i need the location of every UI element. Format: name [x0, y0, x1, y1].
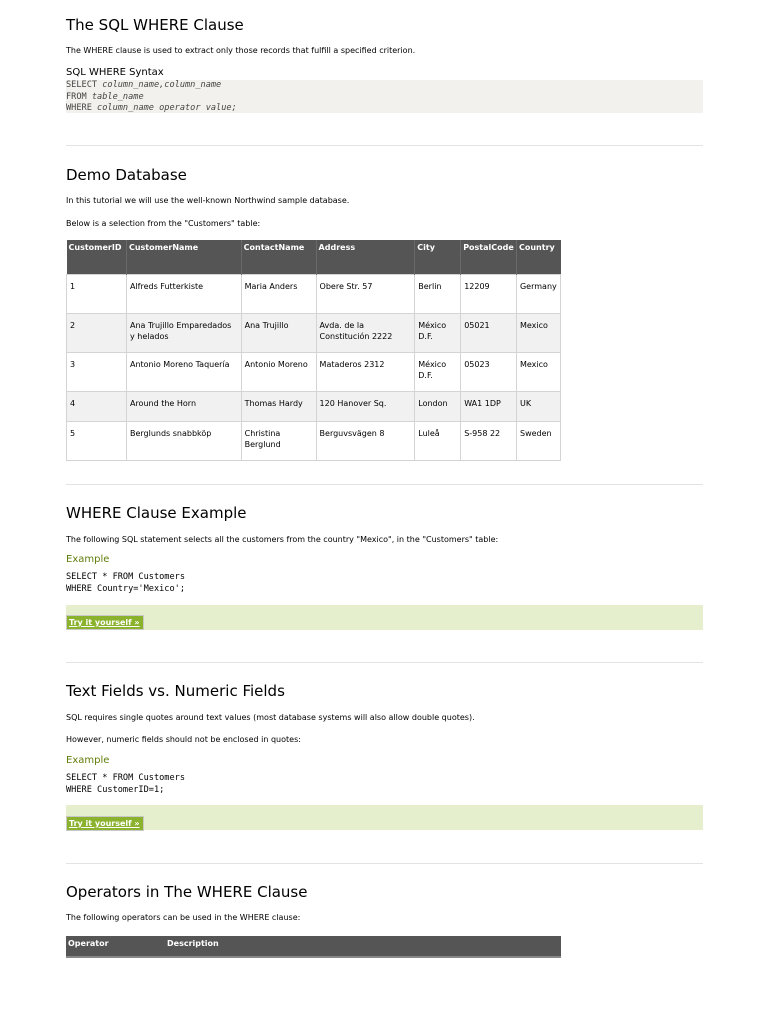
- table-row: [67, 391, 561, 421]
- page-title: The SQL WHERE Clause: [66, 16, 244, 34]
- try-it-bar: [66, 605, 703, 630]
- table-cell: Mexico: [516, 313, 560, 352]
- code-line: SELECT * FROM Customers: [66, 773, 185, 783]
- table-cell: London: [415, 391, 461, 421]
- table-cell: 2: [67, 313, 127, 352]
- table-cell: Berlin: [415, 274, 461, 313]
- syntax-line-from: [66, 92, 703, 104]
- syntax-keyword: FROM: [66, 91, 92, 102]
- table-cell: 3: [67, 352, 127, 391]
- syntax-box: [66, 80, 703, 113]
- column-header: CustomerID: [67, 240, 127, 274]
- table-cell: Obere Str. 57: [316, 274, 415, 313]
- example-code-block: [66, 773, 185, 796]
- column-header: Operator: [66, 936, 165, 957]
- syntax-keyword: WHERE: [66, 103, 98, 113]
- code-line: WHERE CustomerID=1;: [66, 784, 165, 795]
- syntax-label: SQL WHERE Syntax: [66, 67, 164, 78]
- table-cell: Mexico: [516, 352, 560, 391]
- code-line: WHERE Country='Mexico';: [66, 583, 185, 594]
- table-cell: Ana Trujillo Emparedados y helados: [126, 313, 241, 352]
- demo-text-2: Below is a selection from the "Customers" table:: [66, 219, 261, 228]
- table-row: [67, 352, 561, 391]
- table-cell: Mataderos 2312: [316, 352, 415, 391]
- text-numeric-heading: Text Fields vs. Numeric Fields: [66, 682, 285, 700]
- where-example-heading: WHERE Clause Example: [66, 504, 247, 522]
- table-row: [67, 421, 561, 460]
- table-cell: WA1 1DP: [461, 391, 517, 421]
- demo-database-heading: Demo Database: [66, 166, 187, 184]
- column-header: Address: [316, 240, 415, 274]
- example-label: Example: [66, 755, 110, 766]
- table-cell: Antonio Moreno Taquería: [126, 352, 241, 391]
- table-cell: Alfreds Futterkiste: [126, 274, 241, 313]
- demo-text-1: In this tutorial we will use the well-known Northwind sample database.: [66, 196, 350, 205]
- table-cell: México D.F.: [415, 352, 461, 391]
- table-cell: Christina Berglund: [241, 421, 316, 460]
- column-header: CustomerName: [126, 240, 241, 274]
- try-it-yourself-button[interactable]: Try it yourself »: [66, 615, 144, 630]
- section-divider: [66, 863, 703, 864]
- syntax-line-select: [66, 80, 703, 92]
- table-header-row: [66, 936, 561, 957]
- table-cell: Avda. de la Constitución 2222: [316, 313, 415, 352]
- section-divider: [66, 145, 703, 146]
- example-code-block: [66, 572, 185, 595]
- table-cell: 05021: [461, 313, 517, 352]
- column-header: ContactName: [241, 240, 316, 274]
- table-cell: 05023: [461, 352, 517, 391]
- try-it-bar: [66, 805, 703, 830]
- column-header: Description: [165, 936, 561, 957]
- column-header: PostalCode: [461, 240, 517, 274]
- operators-table: [66, 936, 561, 958]
- operators-heading: Operators in The WHERE Clause: [66, 883, 308, 901]
- syntax-arg: column_name,column_name: [102, 80, 222, 90]
- table-cell: 4: [67, 391, 127, 421]
- table-cell: S-958 22: [461, 421, 517, 460]
- syntax-line-where: [66, 103, 703, 115]
- table-header-row: [67, 240, 561, 274]
- column-header: Country: [516, 240, 560, 274]
- table-row: [67, 313, 561, 352]
- table-cell: 12209: [461, 274, 517, 313]
- table-cell: Luleå: [415, 421, 461, 460]
- example-label: Example: [66, 554, 110, 565]
- table-cell: Sweden: [516, 421, 560, 460]
- section-divider: [66, 662, 703, 663]
- table-cell: Ana Trujillo: [241, 313, 316, 352]
- try-it-yourself-button[interactable]: Try it yourself »: [66, 816, 144, 831]
- column-header: City: [415, 240, 461, 274]
- section-divider: [66, 484, 703, 485]
- text-numeric-text-2: However, numeric fields should not be enclosed in quotes:: [66, 735, 301, 744]
- table-cell: 120 Hanover Sq.: [316, 391, 415, 421]
- code-line: SELECT * FROM Customers: [66, 572, 185, 582]
- operators-text: The following operators can be used in the WHERE clause:: [66, 913, 301, 922]
- table-cell: Berglunds snabbköp: [126, 421, 241, 460]
- table-cell: 1: [67, 274, 127, 313]
- text-numeric-text-1: SQL requires single quotes around text values (most database systems will also allow double quotes).: [66, 713, 475, 722]
- syntax-arg: column_name operator value;: [97, 103, 237, 113]
- table-cell: Antonio Moreno: [241, 352, 316, 391]
- table-cell: Maria Anders: [241, 274, 316, 313]
- syntax-keyword: SELECT: [66, 80, 103, 90]
- intro-text: The WHERE clause is used to extract only those records that fulfill a specified criterion.: [66, 46, 416, 55]
- table-row: [67, 274, 561, 313]
- table-cell: Germany: [516, 274, 560, 313]
- table-cell: 5: [67, 421, 127, 460]
- customers-table: [66, 240, 561, 461]
- table-cell: Thomas Hardy: [241, 391, 316, 421]
- table-cell: México D.F.: [415, 313, 461, 352]
- syntax-arg: table_name: [91, 91, 144, 102]
- where-example-text: The following SQL statement selects all the customers from the country "Mexico", in the "Customers" table:: [66, 535, 499, 544]
- table-cell: UK: [516, 391, 560, 421]
- table-cell: Around the Horn: [126, 391, 241, 421]
- table-cell: Berguvsvägen 8: [316, 421, 415, 460]
